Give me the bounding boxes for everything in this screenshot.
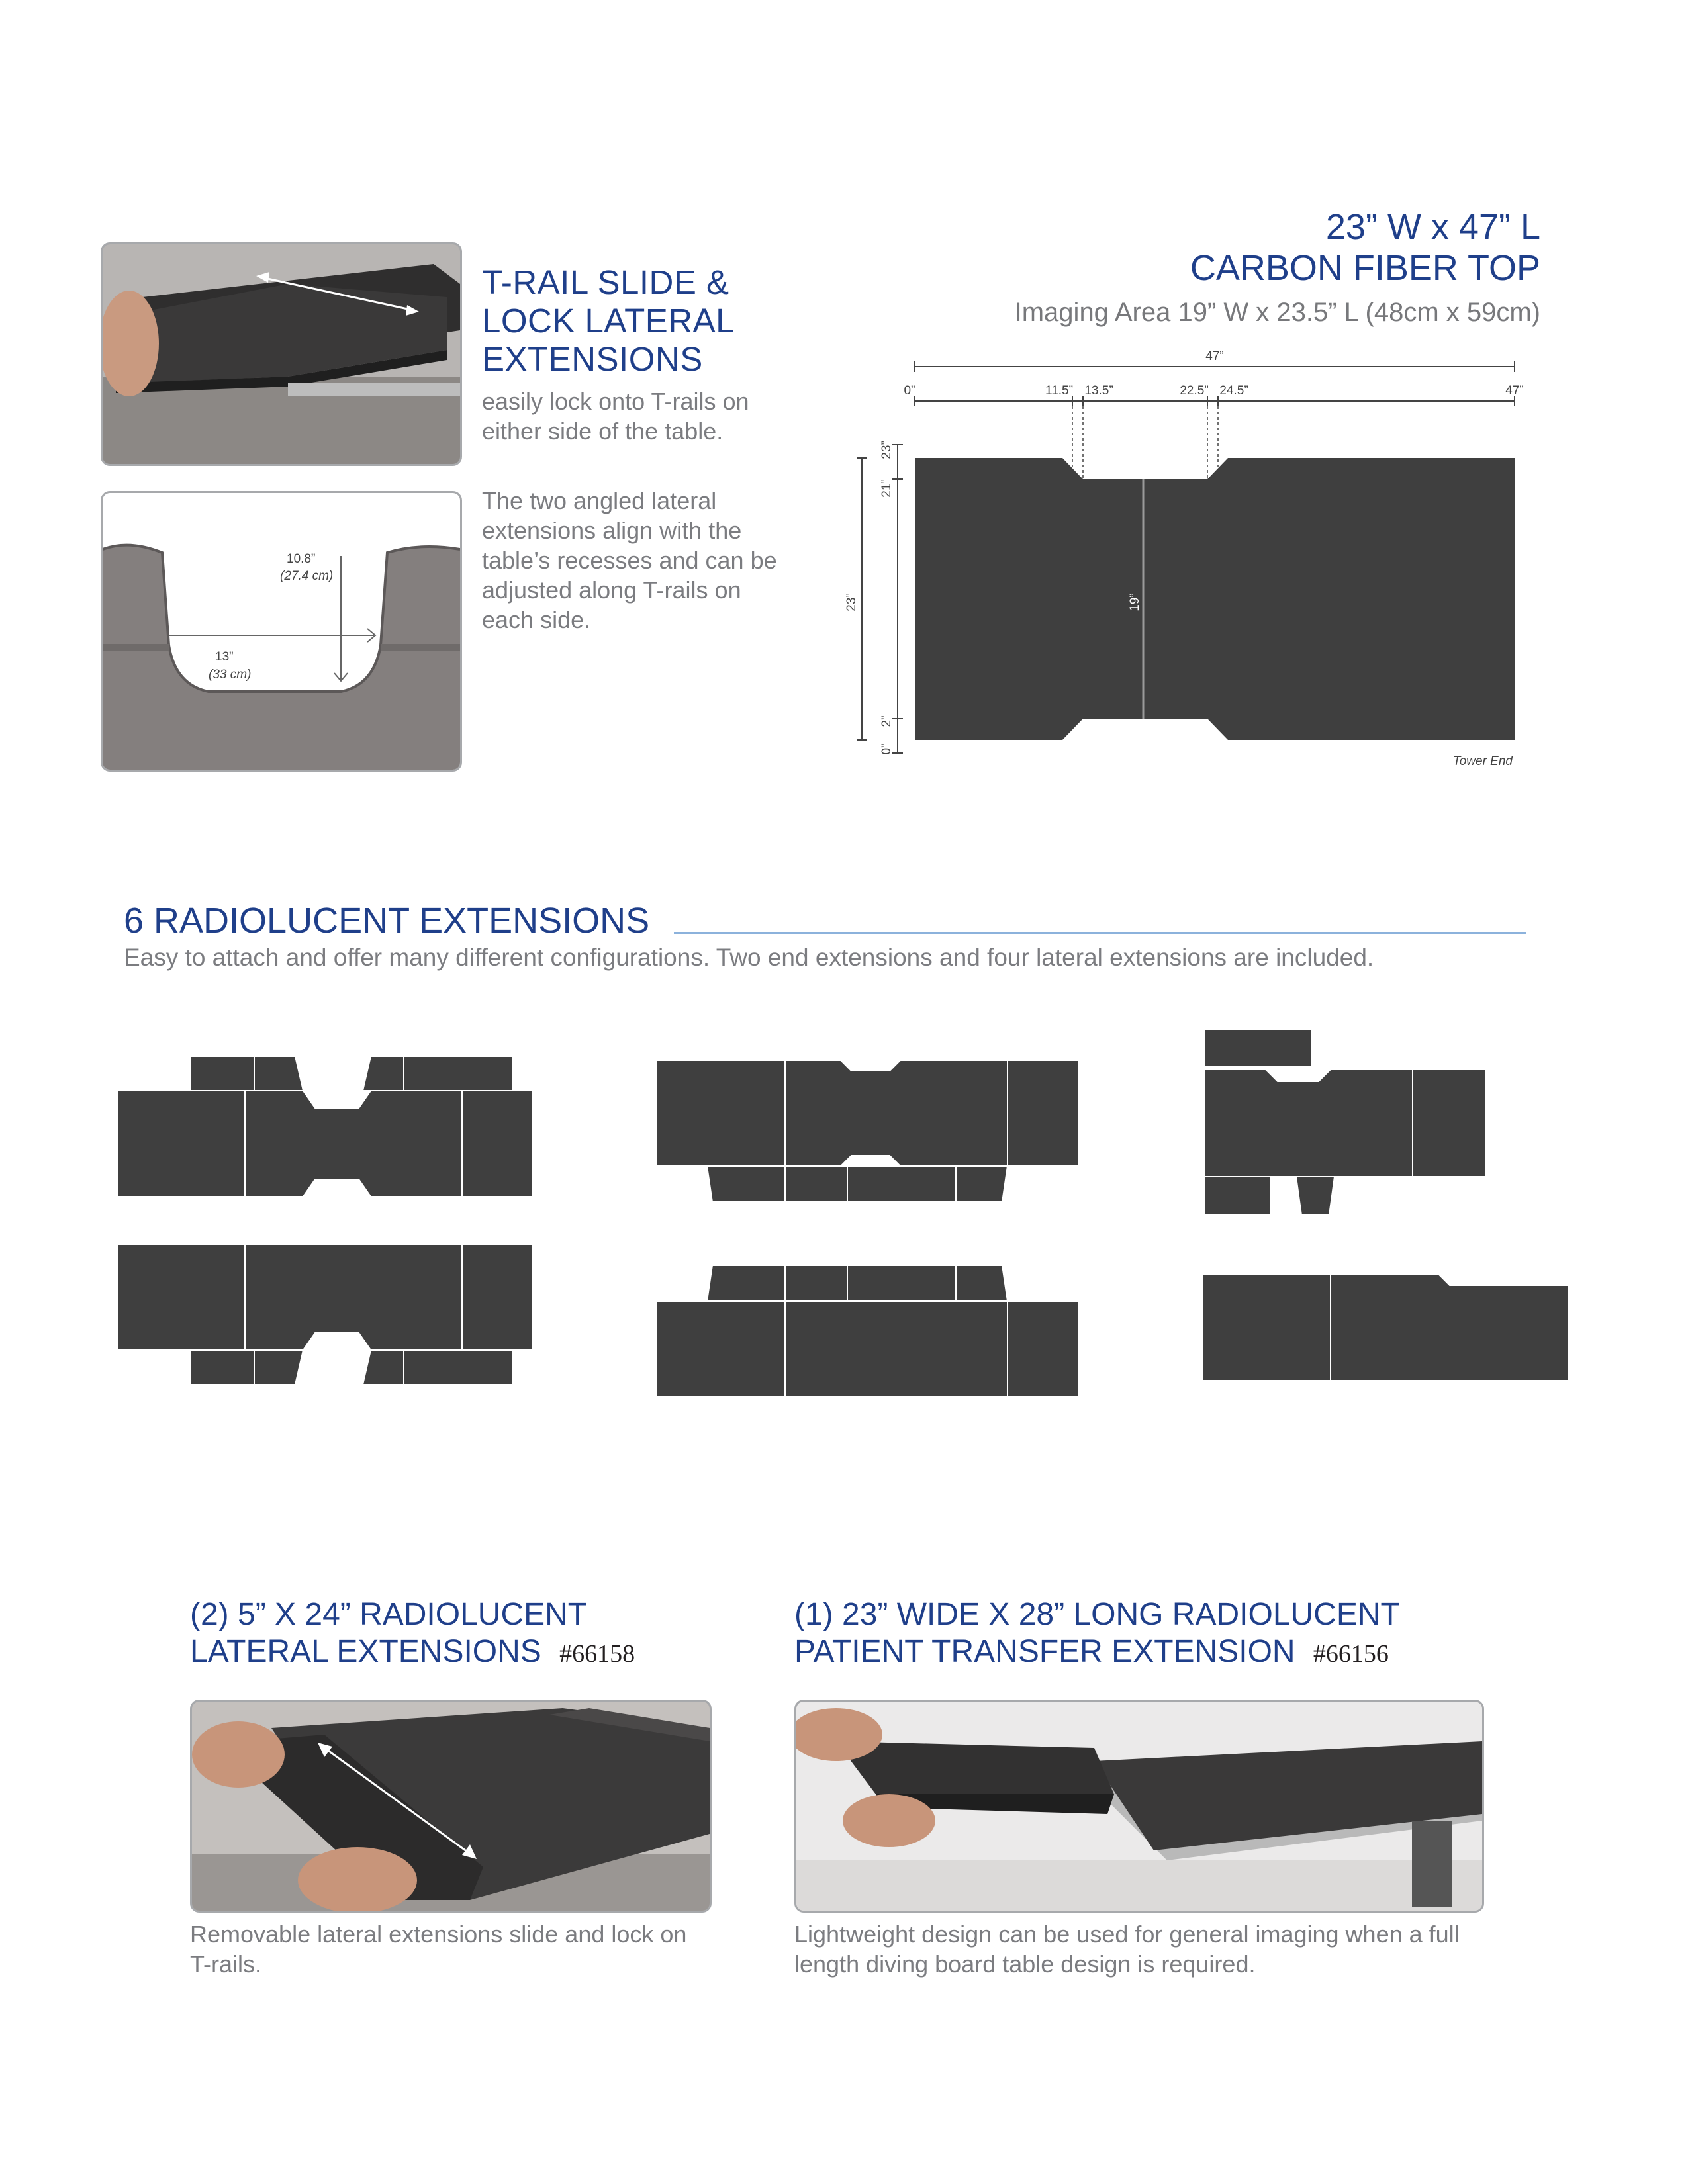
transfer-caption-line1: Lightweight design can be used for general imaging when a full xyxy=(794,1921,1460,1948)
top-tick-24-5: 24.5” xyxy=(1219,384,1248,398)
top-subtitle: Imaging Area 19” W x 23.5” L (48cm x 59cm) xyxy=(1014,298,1540,327)
top-tick-0: 0” xyxy=(904,384,915,398)
trail-heading-line1: T-RAIL SLIDE & xyxy=(482,263,729,301)
lateral-heading-line2-text: LATERAL EXTENSIONS xyxy=(190,1634,541,1669)
lateral-heading xyxy=(190,1596,635,1672)
trail-text2-line2: extensions align with the xyxy=(482,517,742,544)
trail-text2-line5: each side. xyxy=(482,606,591,633)
lateral-part-number: #66158 xyxy=(559,1640,635,1668)
transfer-caption-line2: length diving board table design is required. xyxy=(794,1950,1256,1978)
trail-text1-line2: either side of the table. xyxy=(482,418,724,445)
photo-lateral-recess-dimensions xyxy=(101,491,462,772)
top-width-total: 23” xyxy=(845,593,859,612)
recess-depth-value: 10.8” xyxy=(287,552,316,566)
recess-depth-metric: (27.4 cm) xyxy=(280,569,334,583)
trail-heading-line2: LOCK LATERAL xyxy=(482,302,735,340)
top-title-line2: CARBON FIBER TOP xyxy=(1190,248,1540,288)
trail-heading xyxy=(482,263,800,379)
trail-text2-line4: adjusted along T-rails on xyxy=(482,576,741,604)
top-tick-22-5: 22.5” xyxy=(1180,384,1209,398)
config-3 xyxy=(657,1060,1079,1202)
top-tick-47: 47” xyxy=(1505,384,1524,398)
trail-text-angled xyxy=(482,486,826,635)
trail-heading-line3: EXTENSIONS xyxy=(482,340,703,378)
top-side-tick-2: 2” xyxy=(880,715,894,727)
photo-lateral-extension-slide xyxy=(101,242,462,466)
top-tick-13-5: 13.5” xyxy=(1084,384,1113,398)
top-title xyxy=(1190,206,1540,289)
config-6 xyxy=(1202,1275,1569,1381)
transfer-heading xyxy=(794,1596,1400,1672)
extensions-heading: 6 RADIOLUCENT EXTENSIONS xyxy=(124,901,650,940)
lateral-heading-line1: (2) 5” X 24” RADIOLUCENT xyxy=(190,1597,588,1632)
config-1 xyxy=(118,1056,532,1197)
lateral-caption-line2: T-rails. xyxy=(190,1950,261,1978)
config-4 xyxy=(657,1265,1079,1396)
top-side-tick-23: 23” xyxy=(880,441,894,459)
recess-width-value: 13” xyxy=(215,650,234,664)
top-length-total: 47” xyxy=(1205,349,1224,363)
transfer-heading-line2-text: PATIENT TRANSFER EXTENSION xyxy=(794,1634,1295,1669)
transfer-heading-line2 xyxy=(794,1633,1400,1672)
top-imaging-width: 19” xyxy=(1128,593,1142,612)
trail-text1-line1: easily lock onto T-rails on xyxy=(482,388,749,415)
carbon-fiber-top-shape xyxy=(915,458,1515,740)
top-tick-11-5: 11.5” xyxy=(1045,384,1073,398)
top-side-tick-0: 0” xyxy=(880,743,894,755)
top-side-tick-21: 21” xyxy=(880,479,894,498)
config-5 xyxy=(1205,1030,1485,1215)
trail-text2-line3: table’s recesses and can be xyxy=(482,547,777,574)
top-diagram-svg xyxy=(827,338,1556,788)
lateral-caption xyxy=(190,1919,686,1979)
trail-text2-line1: The two angled lateral xyxy=(482,487,717,514)
configurations-grid xyxy=(113,1026,1569,1396)
top-tower-end: Tower End xyxy=(1452,754,1513,768)
config-2 xyxy=(118,1244,532,1385)
transfer-heading-line1: (1) 23” WIDE X 28” LONG RADIOLUCENT xyxy=(794,1597,1400,1632)
transfer-caption xyxy=(794,1919,1460,1979)
trail-text-lock xyxy=(482,387,813,446)
recess-width-metric: (33 cm) xyxy=(209,668,252,682)
photo-lateral-extension-remove xyxy=(190,1700,712,1913)
top-title-line1: 23” W x 47” L xyxy=(1325,207,1540,247)
lateral-caption-line1: Removable lateral extensions slide and lock on xyxy=(190,1921,687,1948)
lateral-heading-line2 xyxy=(190,1633,635,1672)
extensions-rule xyxy=(674,932,1526,934)
extensions-description: Easy to attach and offer many different configurations. Two end extensions and four lateral extensions are included. xyxy=(124,944,1374,971)
photo-transfer-extension xyxy=(794,1700,1484,1913)
transfer-part-number: #66156 xyxy=(1313,1640,1389,1668)
configurations-svg xyxy=(113,1026,1569,1396)
top-diagram xyxy=(827,338,1556,788)
